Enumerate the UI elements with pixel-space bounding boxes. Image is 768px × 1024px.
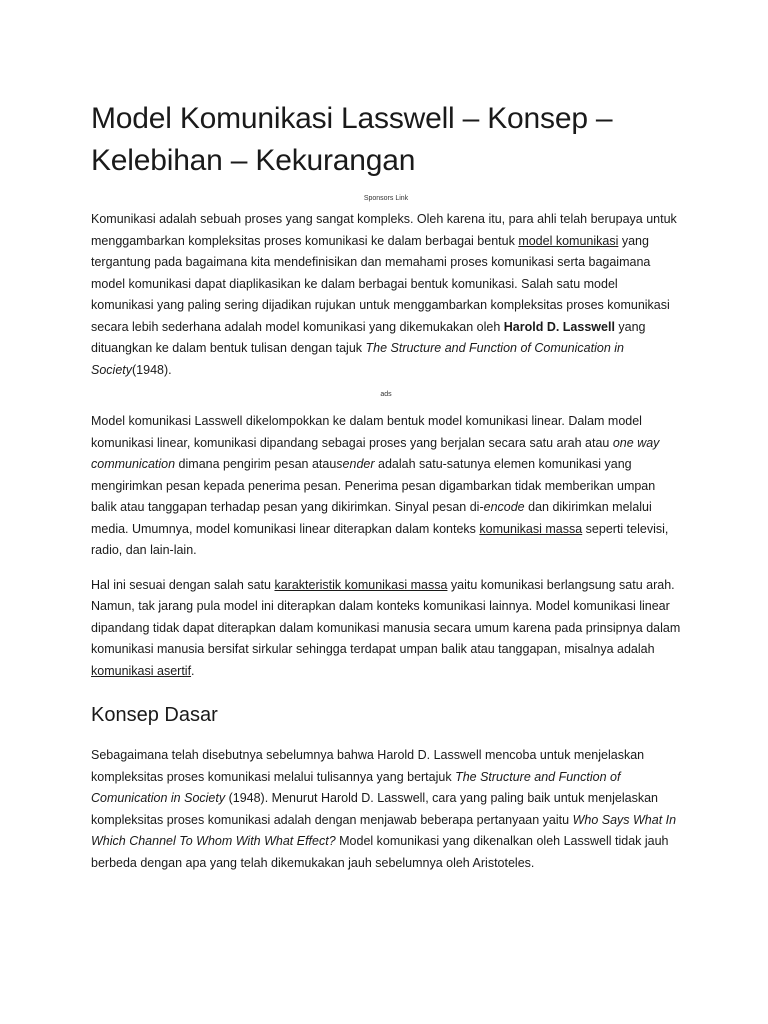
paragraph-characteristics [91,575,681,683]
text-span: (1948). Menurut Harold D. Lasswell, cara yang paling baik untuk menjelaskan kompleksitas proses komunikasi adalah dengan menjawab beberapa pertanyaan yaitu [91,791,658,827]
italic-term: encode [483,500,525,514]
ads-label: ads [380,391,392,398]
text-span: yang dituangkan ke dalam bentuk tulisan dengan tajuk [91,319,646,355]
text-span: Model komunikasi yang dikenalkan oleh Lasswell tidak jauh berbeda dengan apa yang telah dikemukakan jauh sebelumnya oleh Aristoteles. [91,834,669,870]
text-span: Model komunikasi Lasswell dikelompokkan ke dalam bentuk model komunikasi linear. Dalam model komunikasi linear, komunikasi dipandang sebagai proses yang berjalan secara satu arah atau [91,414,642,450]
italic-question: Who Says What In Which Channel To Whom With What Effect? [91,812,677,848]
text-span: Sebagaimana telah disebutnya sebelumnya bahwa Harold D. Lasswell mencoba untuk menjelaskan kompleksitas proses komunikasi melalui tulisannya yang bertajuk [91,748,645,784]
section-heading-konsep-dasar: Konsep Dasar [91,704,218,726]
text-span: . [191,663,195,678]
text-span: adalah satu-satunya elemen komunikasi yang mengirimkan pesan kepada penerima pesan. Penerima pesan digambarkan tidak memberikan umpan balik atau tanggapan terhadap pesan yang dikirimkan. Sinyal pesan di- [91,457,656,514]
article [91,98,681,874]
text-span: yaitu komunikasi berlangsung satu arah. Namun, tak jarang pula model ini diterapkan dalam konteks komunikasi lainnya. Model komunikasi linear dipandang tidak dapat diterapkan dalam komunikasi manusia secara umum karena pada prinsipnya dalam komunikasi manusia bersifat sirkular sehingga terdapat umpan balik atau tanggapan, misalnya adalah [91,577,681,656]
bold-author-name: Harold D. Lasswell [503,319,615,334]
text-span: dan dikirimkan melalui media. Umumnya, model komunikasi linear diterapkan dalam konteks [91,500,652,536]
text-span: (1948). [132,362,172,377]
text-span: seperti televisi, radio, dan lain-lain. [91,521,669,557]
italic-work-title: The Structure and Function of Comunication in Society [91,769,621,805]
italic-work-title: The Structure and Function of Comunication in Society [91,341,624,377]
link-komunikasi-asertif[interactable]: komunikasi asertif [91,663,192,678]
paragraph-konsep-dasar [91,745,681,874]
paragraph-linear-model [91,411,681,562]
italic-term: one way communication [91,435,660,471]
link-komunikasi-massa[interactable]: komunikasi massa [479,521,583,536]
link-model-komunikasi[interactable]: model komunikasi [518,233,619,248]
text-span: Hal ini sesuai dengan salah satu [91,577,275,592]
link-karakteristik-komunikasi-massa[interactable]: karakteristik komunikasi massa [274,577,448,592]
sponsors-label: Sponsors Link [363,195,409,202]
text-span: yang tergantung pada bagaimana kita mendefinisikan dan memahami proses komunikasi serta bagaimana model komunikasi dapat diaplikasikan ke dalam berbagai bentuk komunikasi. Salah satu model komunikasi yang paling sering dijadikan rujukan untuk menggambarkan kompleksitas proses komunikasi secara lebih sederhana adalah model komunikasi yang dikemukakan oleh [91,233,670,334]
text-span: dimana pengirim pesan atau [175,457,337,471]
paragraph-intro [91,209,681,381]
page-title: Model Komunikasi Lasswell – Konsep – Kelebihan – Kekurangan [91,102,613,177]
italic-term: sender [336,457,375,471]
text-span: Komunikasi adalah sebuah proses yang sangat kompleks. Oleh karena itu, para ahli telah berupaya untuk menggambarkan kompleksitas proses komunikasi ke dalam berbagai bentuk [91,212,677,248]
